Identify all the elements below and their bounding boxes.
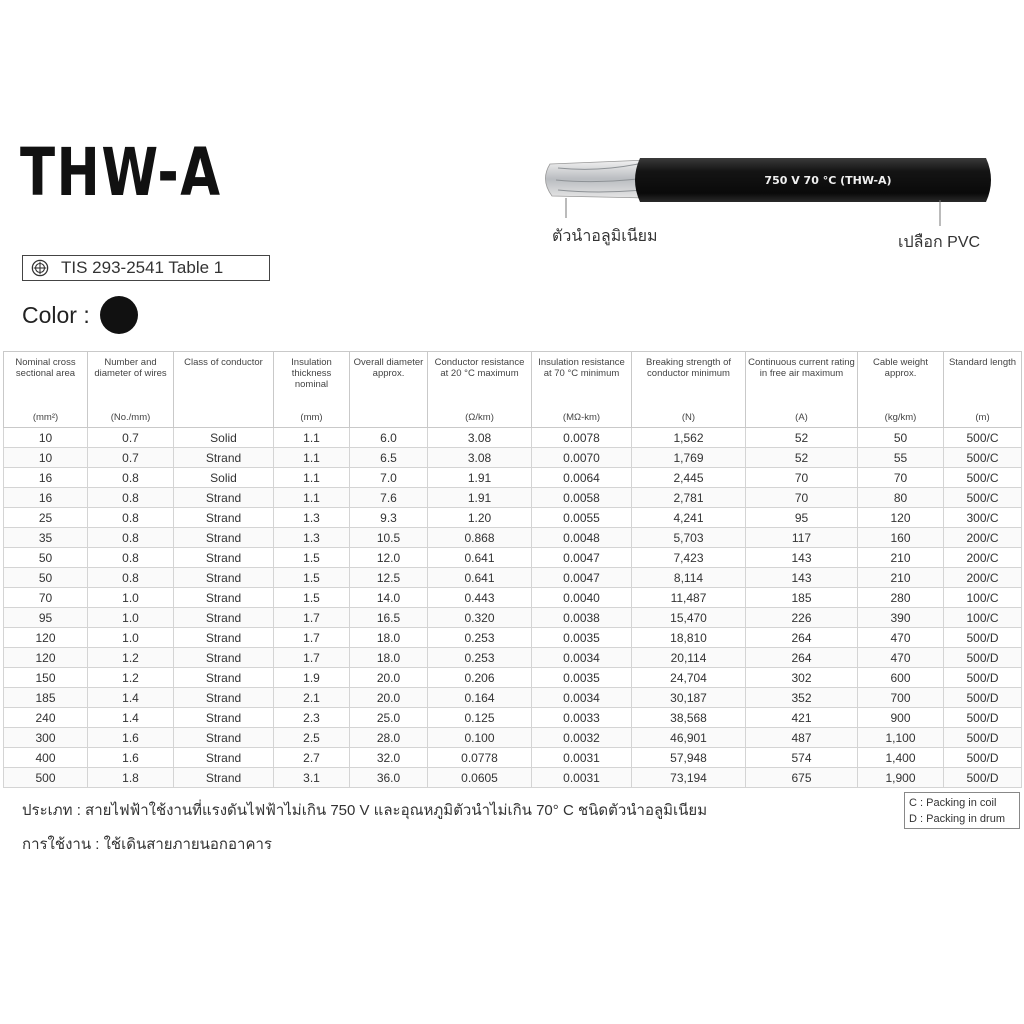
sheath-label: เปลือก PVC: [898, 234, 981, 251]
table-cell: 6.0: [350, 428, 428, 448]
column-header: [350, 352, 428, 428]
column-header: [746, 352, 858, 428]
table-cell: 210: [858, 548, 944, 568]
table-cell: Strand: [174, 688, 274, 708]
table-cell: Strand: [174, 448, 274, 468]
table-cell: 120: [858, 508, 944, 528]
table-row: [4, 448, 1022, 468]
table-cell: 500/D: [944, 688, 1022, 708]
table-row: [4, 468, 1022, 488]
column-unit: (No./mm): [110, 412, 151, 423]
standard-box: [22, 255, 270, 281]
table-cell: 185: [746, 588, 858, 608]
table-cell: 70: [858, 468, 944, 488]
table-cell: 0.0031: [532, 748, 632, 768]
table-cell: 52: [746, 428, 858, 448]
table-cell: 210: [858, 568, 944, 588]
table-cell: 5,703: [632, 528, 746, 548]
table-cell: 7.6: [350, 488, 428, 508]
color-row: [22, 296, 138, 334]
table-cell: 470: [858, 628, 944, 648]
column-header: [174, 352, 274, 428]
table-row: [4, 568, 1022, 588]
table-cell: 12.0: [350, 548, 428, 568]
table-cell: 390: [858, 608, 944, 628]
table-cell: 20,114: [632, 648, 746, 668]
column-header-label: Number and diameter of wires: [94, 357, 167, 379]
column-header: [4, 352, 88, 428]
table-cell: 12.5: [350, 568, 428, 588]
table-cell: 7,423: [632, 548, 746, 568]
table-cell: 2,445: [632, 468, 746, 488]
table-cell: 1.6: [88, 728, 174, 748]
table-cell: 1.0: [88, 608, 174, 628]
table-cell: 10: [4, 448, 88, 468]
table-cell: 0.0064: [532, 468, 632, 488]
table-cell: 57,948: [632, 748, 746, 768]
table-cell: 1.5: [274, 568, 350, 588]
table-cell: 1.91: [428, 468, 532, 488]
table-cell: 32.0: [350, 748, 428, 768]
table-cell: 0.0070: [532, 448, 632, 468]
table-cell: 20.0: [350, 688, 428, 708]
table-cell: 16: [4, 468, 88, 488]
jacket-print: 750 V 70 °C (THW-A): [764, 174, 892, 187]
table-cell: 1,900: [858, 768, 944, 788]
table-cell: 0.7: [88, 448, 174, 468]
table-cell: 70: [4, 588, 88, 608]
table-cell: 95: [4, 608, 88, 628]
table-cell: 1.0: [88, 588, 174, 608]
column-header-label: Insulation resistance at 70 °C minimum: [538, 357, 625, 379]
table-cell: 30,187: [632, 688, 746, 708]
table-cell: Strand: [174, 588, 274, 608]
table-row: [4, 668, 1022, 688]
column-header-label: Continuous current rating in free air maximum: [748, 357, 855, 379]
table-cell: 50: [4, 568, 88, 588]
table-cell: Strand: [174, 748, 274, 768]
table-cell: 100/C: [944, 588, 1022, 608]
column-header: [858, 352, 944, 428]
table-row: [4, 648, 1022, 668]
column-header: [88, 352, 174, 428]
column-header: [944, 352, 1022, 428]
table-cell: 70: [746, 468, 858, 488]
table-cell: Strand: [174, 668, 274, 688]
table-cell: 500/D: [944, 748, 1022, 768]
table-cell: 16: [4, 488, 88, 508]
table-cell: 3.08: [428, 448, 532, 468]
table-cell: 0.0031: [532, 768, 632, 788]
table-row: [4, 428, 1022, 448]
table-cell: 0.253: [428, 628, 532, 648]
table-cell: 0.8: [88, 488, 174, 508]
standard-text: TIS 293-2541 Table 1: [61, 258, 224, 277]
table-cell: 1.4: [88, 708, 174, 728]
table-cell: 0.0040: [532, 588, 632, 608]
column-header-label: Standard length: [948, 357, 1017, 368]
table-cell: 264: [746, 628, 858, 648]
product-title: THW-A: [20, 134, 222, 211]
table-cell: Strand: [174, 528, 274, 548]
table-cell: 0.641: [428, 548, 532, 568]
table-cell: 1.9: [274, 668, 350, 688]
table-cell: 300: [4, 728, 88, 748]
table-cell: Strand: [174, 548, 274, 568]
table-cell: 24,704: [632, 668, 746, 688]
table-cell: 1.1: [274, 468, 350, 488]
table-cell: 2.5: [274, 728, 350, 748]
table-cell: 500: [4, 768, 88, 788]
column-unit: (m): [975, 412, 990, 423]
table-cell: 1.1: [274, 448, 350, 468]
table-cell: 675: [746, 768, 858, 788]
table-cell: 0.8: [88, 548, 174, 568]
table-cell: 2.7: [274, 748, 350, 768]
table-cell: 0.0047: [532, 548, 632, 568]
table-cell: 0.0048: [532, 528, 632, 548]
table-cell: 302: [746, 668, 858, 688]
cable-type-note: ประเภท : สายไฟฟ้าใช้งานที่แรงดันไฟฟ้าไม่เกิน 750 V และอุณหภูมิตัวนำไม่เกิน 70° C ชนิดตัวนำอลูมิเนียม: [22, 802, 708, 819]
column-unit: (mm): [300, 412, 323, 423]
table-cell: 18.0: [350, 628, 428, 648]
column-header-label: Conductor resistance at 20 °C maximum: [434, 357, 525, 379]
table-cell: 352: [746, 688, 858, 708]
table-cell: 1.2: [88, 648, 174, 668]
table-cell: 200/C: [944, 528, 1022, 548]
table-cell: 0.0058: [532, 488, 632, 508]
table-cell: 0.320: [428, 608, 532, 628]
table-cell: 0.8: [88, 468, 174, 488]
table-cell: 0.206: [428, 668, 532, 688]
table-cell: 1.1: [274, 428, 350, 448]
table-cell: 11,487: [632, 588, 746, 608]
table-cell: 0.0035: [532, 668, 632, 688]
table-cell: 1,100: [858, 728, 944, 748]
table-cell: 1,400: [858, 748, 944, 768]
table-cell: 0.0034: [532, 688, 632, 708]
spec-table: [3, 351, 1022, 788]
table-cell: 95: [746, 508, 858, 528]
table-cell: Strand: [174, 648, 274, 668]
column-header-label: Nominal cross sectional area: [15, 357, 76, 379]
conductor-label: ตัวนำอลูมิเนียม: [552, 228, 658, 245]
table-cell: 0.253: [428, 648, 532, 668]
table-cell: Strand: [174, 488, 274, 508]
table-cell: 35: [4, 528, 88, 548]
table-cell: 1.20: [428, 508, 532, 528]
table-cell: 500/C: [944, 488, 1022, 508]
table-cell: 150: [4, 668, 88, 688]
table-cell: 2.3: [274, 708, 350, 728]
cable-usage-note: การใช้งาน : ใช้เดินสายภายนอกอาคาร: [22, 836, 272, 853]
table-cell: 0.0032: [532, 728, 632, 748]
table-cell: 400: [4, 748, 88, 768]
column-unit: (N): [681, 412, 696, 423]
table-cell: 28.0: [350, 728, 428, 748]
table-cell: 0.164: [428, 688, 532, 708]
table-cell: 100/C: [944, 608, 1022, 628]
table-cell: 500/D: [944, 768, 1022, 788]
table-cell: 240: [4, 708, 88, 728]
table-cell: 0.641: [428, 568, 532, 588]
table-row: [4, 548, 1022, 568]
table-cell: 1.3: [274, 508, 350, 528]
table-cell: 470: [858, 648, 944, 668]
table-cell: 25.0: [350, 708, 428, 728]
column-unit: (kg/km): [884, 412, 917, 423]
table-cell: 1.3: [274, 528, 350, 548]
table-cell: 143: [746, 568, 858, 588]
table-cell: 18.0: [350, 648, 428, 668]
table-cell: 264: [746, 648, 858, 668]
table-cell: 9.3: [350, 508, 428, 528]
table-cell: 6.5: [350, 448, 428, 468]
table-cell: 0.868: [428, 528, 532, 548]
table-cell: 1.0: [88, 628, 174, 648]
table-cell: 500/D: [944, 708, 1022, 728]
table-cell: 73,194: [632, 768, 746, 788]
table-body: [4, 428, 1022, 788]
color-label: Color :: [22, 301, 90, 328]
table-cell: 500/C: [944, 468, 1022, 488]
table-cell: 1.5: [274, 588, 350, 608]
table-row: [4, 508, 1022, 528]
table-row: [4, 728, 1022, 748]
table-cell: 300/C: [944, 508, 1022, 528]
table-cell: 46,901: [632, 728, 746, 748]
table-cell: 1.91: [428, 488, 532, 508]
table-cell: 80: [858, 488, 944, 508]
table-cell: Strand: [174, 768, 274, 788]
column-header: [532, 352, 632, 428]
column-header-label: Cable weight approx.: [873, 357, 928, 379]
column-header: [632, 352, 746, 428]
table-cell: 55: [858, 448, 944, 468]
table-cell: 52: [746, 448, 858, 468]
table-cell: 200/C: [944, 548, 1022, 568]
table-cell: 25: [4, 508, 88, 528]
table-cell: 50: [858, 428, 944, 448]
table-cell: Solid: [174, 428, 274, 448]
table-cell: 1.1: [274, 488, 350, 508]
table-cell: 0.0034: [532, 648, 632, 668]
table-cell: 0.8: [88, 508, 174, 528]
table-row: [4, 628, 1022, 648]
table-row: [4, 688, 1022, 708]
table-cell: 226: [746, 608, 858, 628]
table-cell: 1.6: [88, 748, 174, 768]
table-cell: 14.0: [350, 588, 428, 608]
tis-certification-icon: [31, 259, 49, 277]
table-cell: 500/D: [944, 628, 1022, 648]
table-cell: 500/C: [944, 428, 1022, 448]
table-row: [4, 588, 1022, 608]
table-cell: 500/D: [944, 728, 1022, 748]
table-cell: Strand: [174, 708, 274, 728]
table-cell: 10: [4, 428, 88, 448]
table-cell: 3.08: [428, 428, 532, 448]
table-cell: 500/C: [944, 448, 1022, 468]
table-cell: 4,241: [632, 508, 746, 528]
table-cell: 0.0078: [532, 428, 632, 448]
table-cell: 120: [4, 628, 88, 648]
column-header-label: Insulation thickness nominal: [291, 357, 332, 390]
table-cell: 38,568: [632, 708, 746, 728]
table-cell: 160: [858, 528, 944, 548]
table-row: [4, 608, 1022, 628]
table-cell: 18,810: [632, 628, 746, 648]
table-cell: 70: [746, 488, 858, 508]
table-cell: Strand: [174, 608, 274, 628]
table-cell: 0.8: [88, 568, 174, 588]
table-header-row: [4, 352, 1022, 428]
table-cell: 1,769: [632, 448, 746, 468]
table-cell: 185: [4, 688, 88, 708]
column-unit: (mm²): [32, 412, 59, 423]
table-cell: 0.0605: [428, 768, 532, 788]
table-cell: 0.0038: [532, 608, 632, 628]
table-cell: 1,562: [632, 428, 746, 448]
table-cell: 500/D: [944, 648, 1022, 668]
table-cell: 0.8: [88, 528, 174, 548]
table-cell: 20.0: [350, 668, 428, 688]
table-cell: 10.5: [350, 528, 428, 548]
table-row: [4, 708, 1022, 728]
table-row: [4, 748, 1022, 768]
table-cell: 0.0033: [532, 708, 632, 728]
table-cell: Strand: [174, 508, 274, 528]
table-cell: 500/D: [944, 668, 1022, 688]
table-cell: 1.8: [88, 768, 174, 788]
table-cell: 15,470: [632, 608, 746, 628]
table-cell: 0.7: [88, 428, 174, 448]
packing-legend: [904, 792, 1020, 829]
table-cell: 0.0035: [532, 628, 632, 648]
table-cell: 280: [858, 588, 944, 608]
table-cell: 487: [746, 728, 858, 748]
table-cell: 120: [4, 648, 88, 668]
table-cell: 600: [858, 668, 944, 688]
table-cell: 36.0: [350, 768, 428, 788]
table-cell: 574: [746, 748, 858, 768]
table-row: [4, 528, 1022, 548]
table-cell: 1.7: [274, 648, 350, 668]
legend-drum: D : Packing in drum: [909, 813, 1005, 825]
table-cell: Strand: [174, 568, 274, 588]
column-header-label: Breaking strength of conductor minimum: [645, 357, 732, 379]
table-cell: 0.0055: [532, 508, 632, 528]
table-cell: 200/C: [944, 568, 1022, 588]
table-row: [4, 768, 1022, 788]
table-cell: 1.7: [274, 628, 350, 648]
column-header: [428, 352, 532, 428]
table-cell: 0.100: [428, 728, 532, 748]
table-cell: 3.1: [274, 768, 350, 788]
table-cell: 50: [4, 548, 88, 568]
table-cell: 0.443: [428, 588, 532, 608]
table-cell: 143: [746, 548, 858, 568]
table-cell: 0.125: [428, 708, 532, 728]
table-cell: 421: [746, 708, 858, 728]
table-cell: Strand: [174, 728, 274, 748]
table-cell: 7.0: [350, 468, 428, 488]
column-header-label: Overall diameter approx.: [353, 357, 424, 379]
column-header: [274, 352, 350, 428]
column-unit: (A): [795, 412, 808, 423]
column-unit: (Ω/km): [465, 412, 494, 423]
column-header-label: Class of conductor: [184, 357, 263, 368]
table-cell: 1.4: [88, 688, 174, 708]
table-cell: 8,114: [632, 568, 746, 588]
table-cell: 900: [858, 708, 944, 728]
table-cell: Strand: [174, 628, 274, 648]
table-cell: 1.5: [274, 548, 350, 568]
table-cell: Solid: [174, 468, 274, 488]
table-cell: 0.0047: [532, 568, 632, 588]
column-unit: (MΩ-km): [562, 412, 601, 423]
legend-coil: C : Packing in coil: [909, 797, 997, 809]
table-cell: 117: [746, 528, 858, 548]
table-row: [4, 488, 1022, 508]
table-cell: 1.2: [88, 668, 174, 688]
table-cell: 2.1: [274, 688, 350, 708]
table-cell: 1.7: [274, 608, 350, 628]
table-cell: 700: [858, 688, 944, 708]
table-cell: 16.5: [350, 608, 428, 628]
table-cell: 0.0778: [428, 748, 532, 768]
color-swatch: [100, 296, 138, 334]
table-cell: 2,781: [632, 488, 746, 508]
